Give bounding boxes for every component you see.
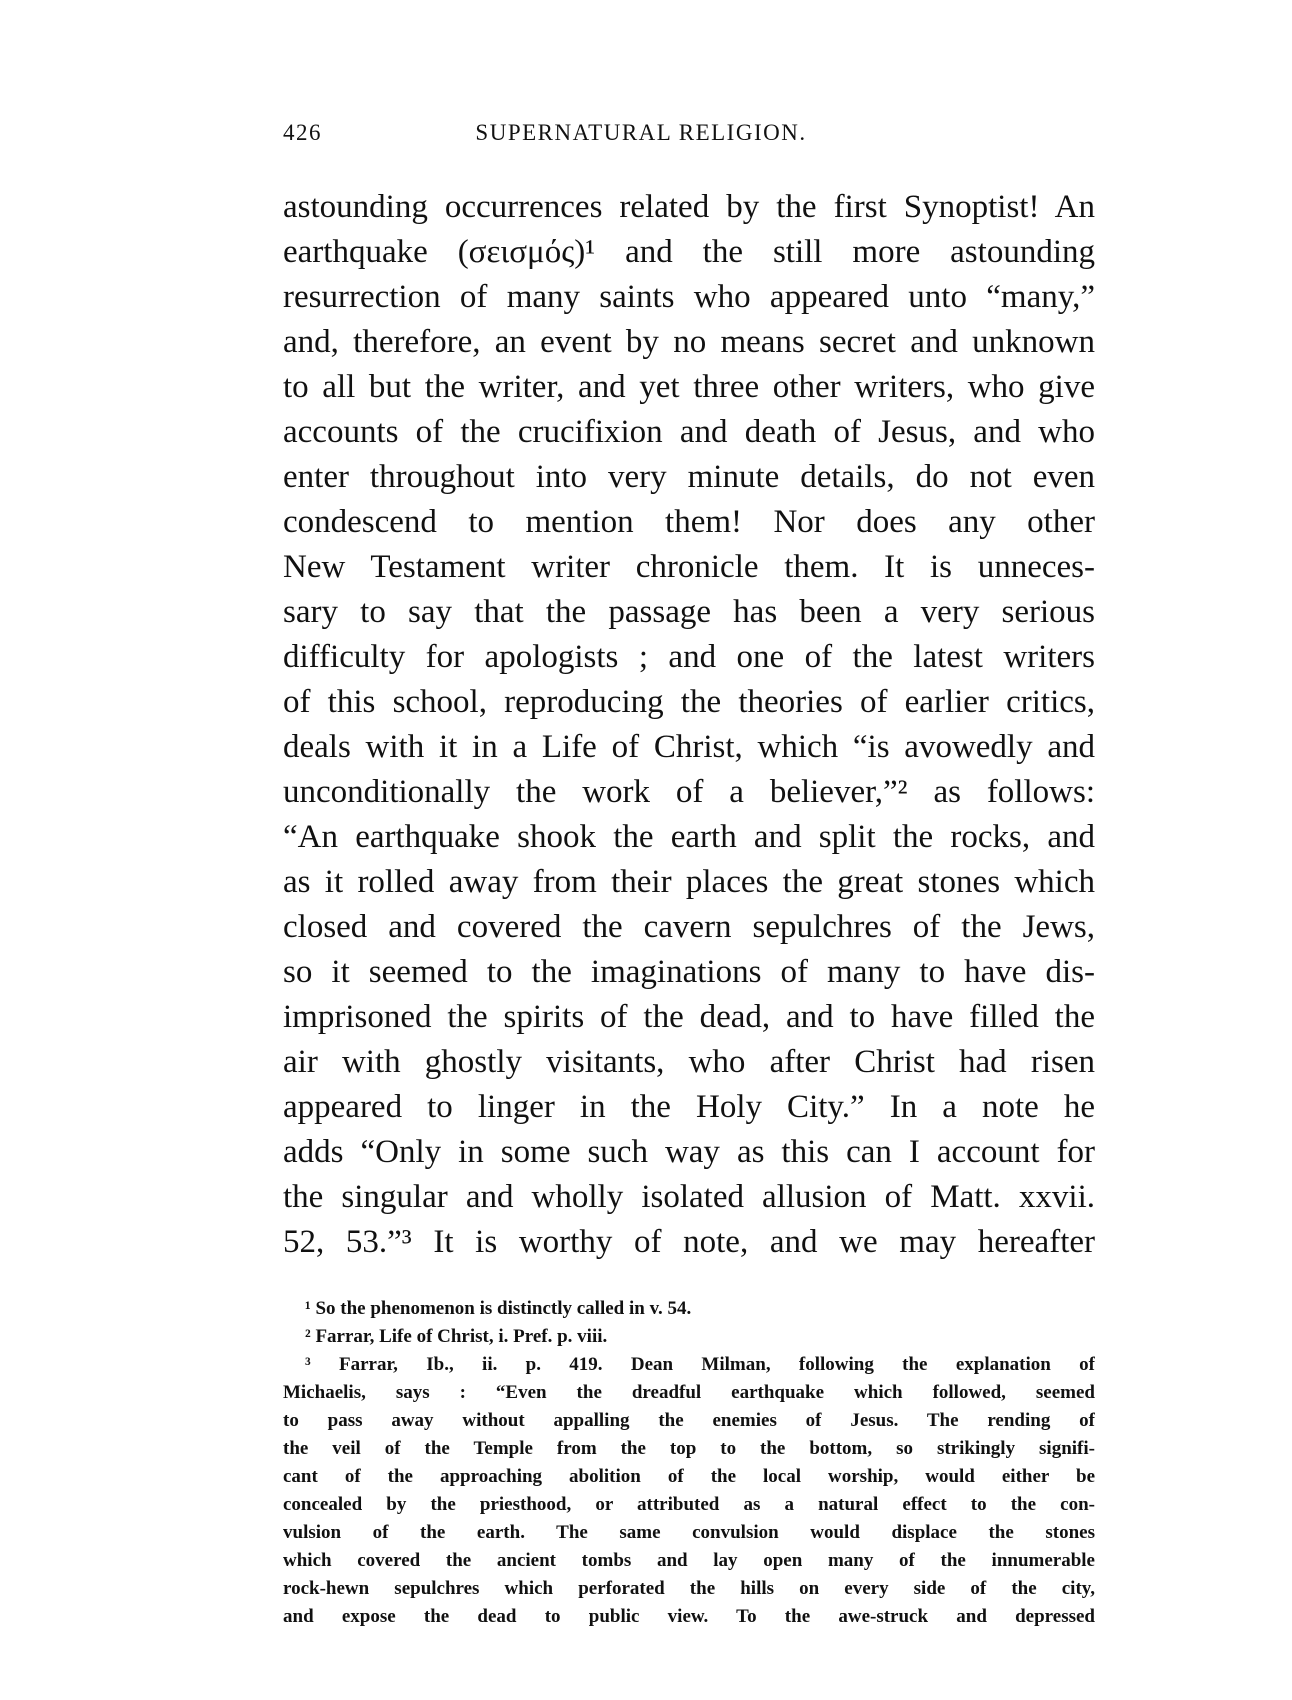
text-line: of this school, reproducing the theories of earlier critics, (283, 684, 1095, 720)
footnote-line: Michaelis, says : “Even the dreadful earthquake which followed, seemed (283, 1382, 1095, 1403)
text-line: imprisoned the spirits of the dead, and to have filled the (283, 999, 1095, 1035)
footnotes (283, 1295, 1095, 1631)
text-line: enter throughout into very minute details, do not even (283, 459, 1095, 495)
text-line: and, therefore, an event by no means secret and unknown (283, 324, 1095, 360)
text-line: resurrection of many saints who appeared unto “many,” (283, 279, 1095, 315)
text-line: unconditionally the work of a believer,”² as follows: (283, 774, 1095, 810)
footnote-line: cant of the approaching abolition of the local worship, would either be (283, 1466, 1095, 1487)
footnote-line: rock-hewn sepulchres which perforated the hills on every side of the city, (283, 1578, 1095, 1599)
text-line: 52, 53.”³ It is worthy of note, and we may hereafter (283, 1224, 1095, 1260)
text-line: “An earthquake shook the earth and split the rocks, and (283, 819, 1095, 855)
text-line: adds “Only in some such way as this can I account for (283, 1134, 1095, 1170)
text-line: difficulty for apologists ; and one of the latest writers (283, 639, 1095, 675)
text-line: closed and covered the cavern sepulchres of the Jews, (283, 909, 1095, 945)
footnote-line: and expose the dead to public view. To the awe-struck and depressed (283, 1606, 1095, 1627)
footnote-line: concealed by the priesthood, or attributed as a natural effect to the con- (283, 1494, 1095, 1515)
text-line: condescend to mention them! Nor does any other (283, 504, 1095, 540)
book-page (283, 0, 1095, 1700)
footnote-line: which covered the ancient tombs and lay open many of the innumerable (283, 1550, 1095, 1571)
footnote-line: vulsion of the earth. The same convulsion would displace the stones (283, 1522, 1095, 1543)
footnote-line: the veil of the Temple from the top to the bottom, so strikingly signifi- (283, 1438, 1095, 1459)
running-title: SUPERNATURAL RELIGION. (475, 120, 807, 145)
footnote-line: to pass away without appalling the enemies of Jesus. The rending of (283, 1410, 1095, 1431)
text-line: New Testament writer chronicle them. It is unneces- (283, 549, 1095, 585)
text-line: earthquake (σεισμός)¹ and the still more astounding (283, 234, 1095, 270)
text-line: deals with it in a Life of Christ, which “is avowedly and (283, 729, 1095, 765)
footnote-1: ¹ So the phenomenon is distinctly called in v. 54. (305, 1298, 692, 1319)
main-text (283, 185, 1095, 1265)
text-line: accounts of the crucifixion and death of Jesus, and who (283, 414, 1095, 450)
page-number: 426 (283, 120, 322, 145)
text-line: so it seemed to the imaginations of many to have dis- (283, 954, 1095, 990)
footnote-3: ³ Farrar, Ib., ii. p. 419. Dean Milman, following the explanation of (305, 1354, 1095, 1375)
text-line: the singular and wholly isolated allusion of Matt. xxvii. (283, 1179, 1095, 1215)
text-line: sary to say that the passage has been a very serious (283, 594, 1095, 630)
text-line: to all but the writer, and yet three other writers, who give (283, 369, 1095, 405)
text-line: as it rolled away from their places the great stones which (283, 864, 1095, 900)
text-line: appeared to linger in the Holy City.” In a note he (283, 1089, 1095, 1125)
text-line: air with ghostly visitants, who after Christ had risen (283, 1044, 1095, 1080)
footnote-2: ² Farrar, Life of Christ, i. Pref. p. viii. (305, 1326, 608, 1347)
text-line: astounding occurrences related by the first Synoptist! An (283, 189, 1095, 225)
